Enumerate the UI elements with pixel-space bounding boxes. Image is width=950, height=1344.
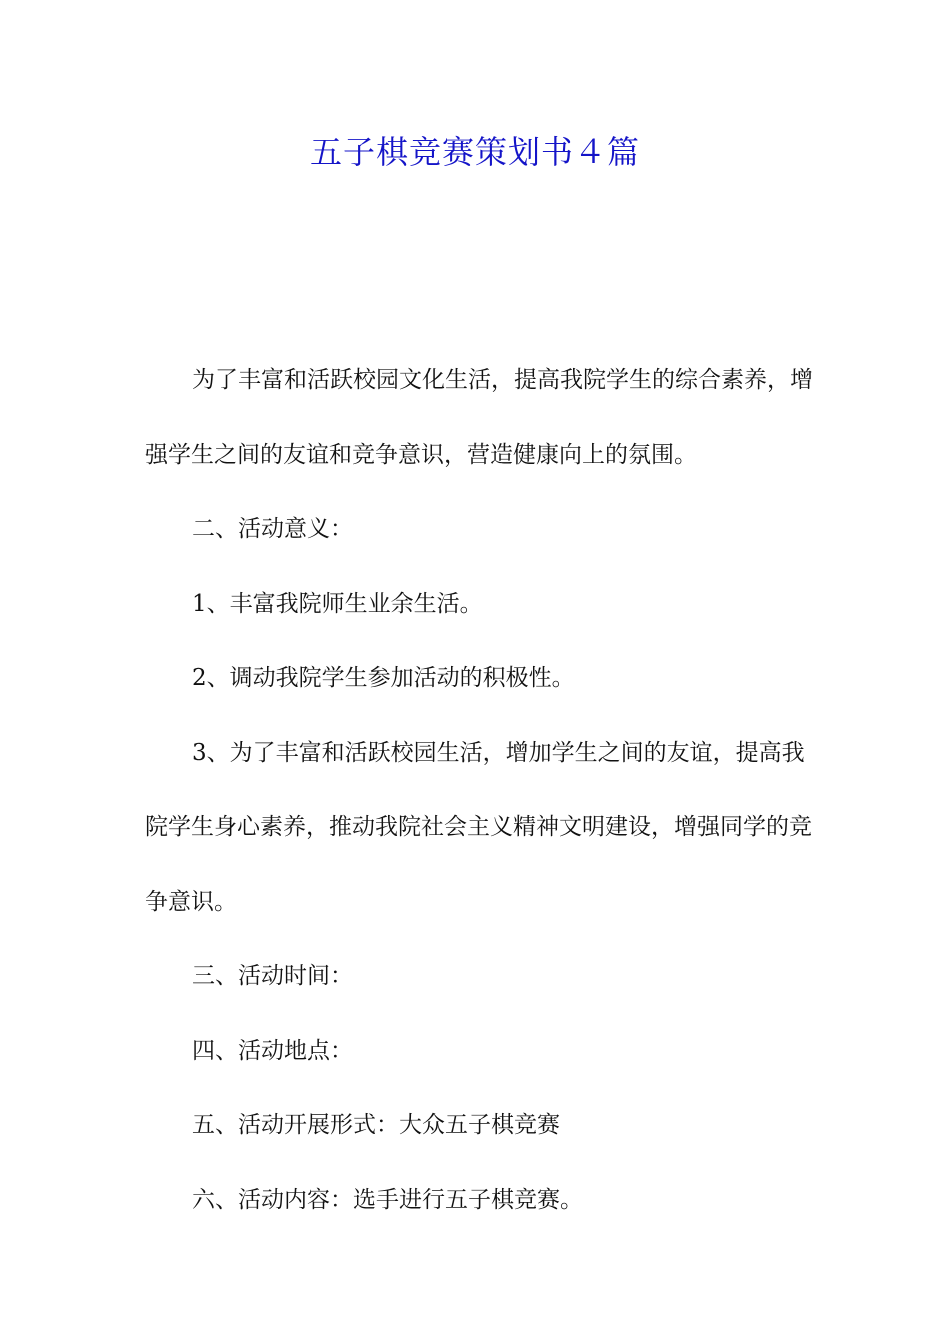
paragraph-section-location: 四、活动地点： [192,1037,353,1064]
paragraph-section-significance: 二、活动意义： [192,516,353,542]
paragraph-section-format: 五、活动开展形式：大众五子棋竞赛 [192,1112,560,1138]
document-title: 五子棋竞赛策划书４篇 [309,133,640,171]
paragraph-item-3: 3、为了丰富和活跃校园生活，增加学生之间的友谊，提高我院学生身心素养，推动我院社会主义精神文明建设，增强同学的竞争意识。 [145,739,812,915]
paragraph-section-content: 六、活动内容：选手进行五子棋竞赛。 [192,1186,583,1213]
paragraph-item-2: 2、调动我院学生参加活动的积极性。 [192,665,575,691]
paragraph-intro: 为了丰富和活跃校园文化生活，提高我院学生的综合素养，增强学生之间的友谊和竞争意识，营造健康向上的氛围。 [145,367,813,468]
document-body [145,343,825,1237]
paragraph-item-1: 1、丰富我院师生业余生活。 [192,590,483,617]
paragraph-section-time: 三、活动时间： [192,963,353,989]
